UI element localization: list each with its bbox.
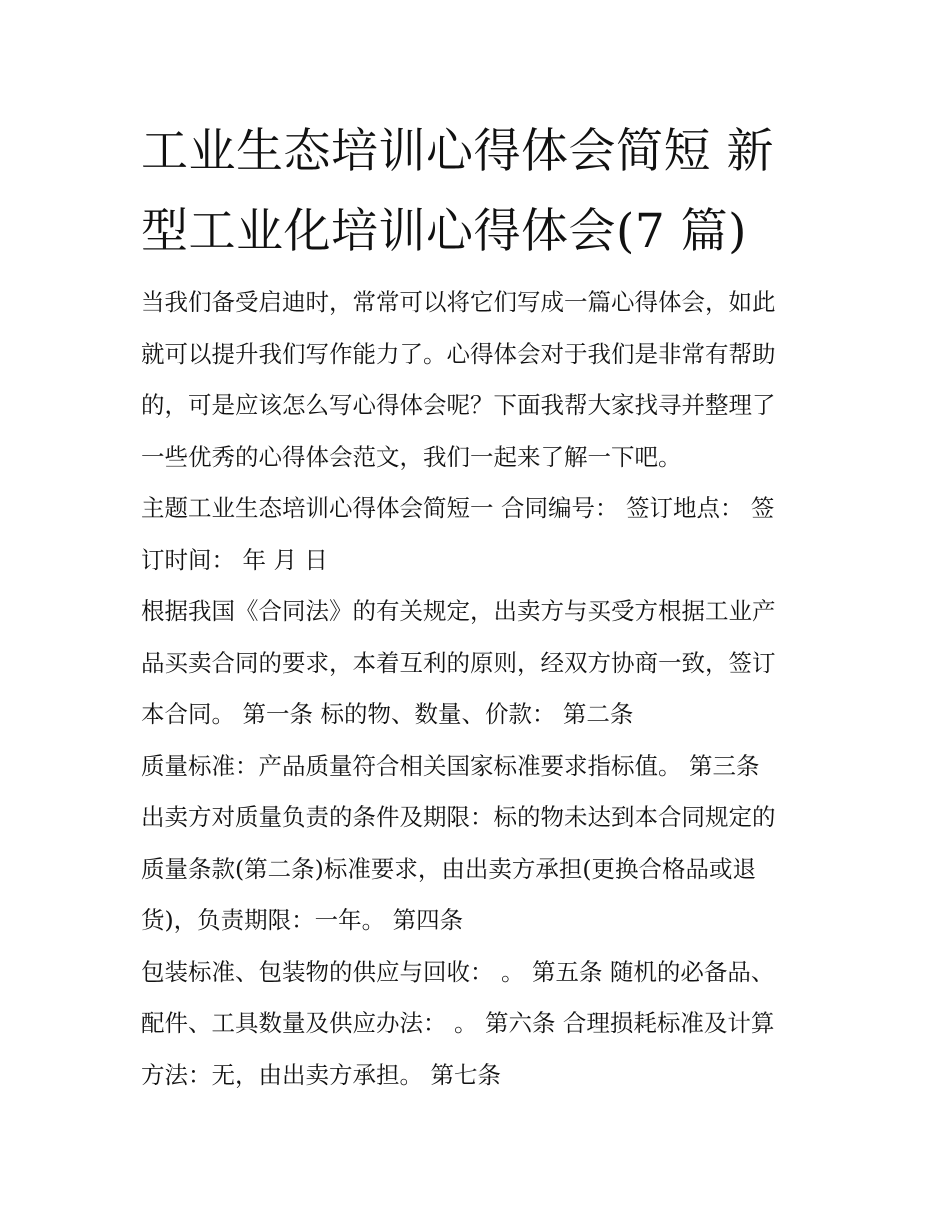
contract-header-paragraph	[141, 483, 813, 586]
text-line: 订时间： 年 月 日	[141, 545, 328, 574]
document-title	[141, 112, 813, 272]
text-line: 出卖方对质量负责的条件及期限：标的物未达到本合同规定的	[141, 803, 776, 831]
text-line: 方法：无，由出卖方承担。 第七条	[141, 1060, 501, 1089]
text-line: 的，可是应该怎么写心得体会呢？下面我帮大家找寻并整理了	[141, 391, 776, 419]
text-line: 货)，负责期限：一年。 第四条	[141, 906, 464, 934]
text-line: 根据我国《合同法》的有关规定，出卖方与买受方根据工业产	[141, 597, 776, 625]
packaging-terms-paragraph	[141, 947, 813, 1102]
quality-terms-paragraph	[141, 741, 813, 947]
text-line: 包装标准、包装物的供应与回收： 。 第五条 随机的必备品、	[141, 957, 775, 986]
text-line: 一些优秀的心得体会范文，我们一起来了解一下吧。	[141, 442, 682, 471]
title-line: 型工业化培训心得体会(7 篇)	[141, 204, 748, 259]
text-line: 就可以提升我们写作能力了。心得体会对于我们是非常有帮助	[141, 339, 776, 368]
text-line: 配件、工具数量及供应办法： 。 第六条 合理损耗标准及计算	[141, 1009, 775, 1037]
document-page	[141, 112, 813, 1101]
text-line: 品买卖合同的要求，本着互利的原则，经双方协商一致，签订	[141, 648, 776, 677]
contract-basis-paragraph	[141, 586, 813, 741]
document-body	[141, 277, 813, 1101]
text-line: 主题工业生态培训心得体会简短一 合同编号： 签订地点： 签	[141, 494, 775, 522]
intro-paragraph	[141, 277, 813, 483]
text-line: 当我们备受启迪时，常常可以将它们写成一篇心得体会，如此	[141, 288, 776, 316]
text-line: 本合同。 第一条 标的物、数量、价款： 第二条	[141, 700, 634, 728]
text-line: 质量标准：产品质量符合相关国家标准要求指标值。 第三条	[141, 751, 760, 780]
title-line: 工业生态培训心得体会简短 新	[141, 124, 774, 179]
text-line: 质量条款(第二条)标准要求，由出卖方承担(更换合格品或退	[141, 854, 757, 883]
